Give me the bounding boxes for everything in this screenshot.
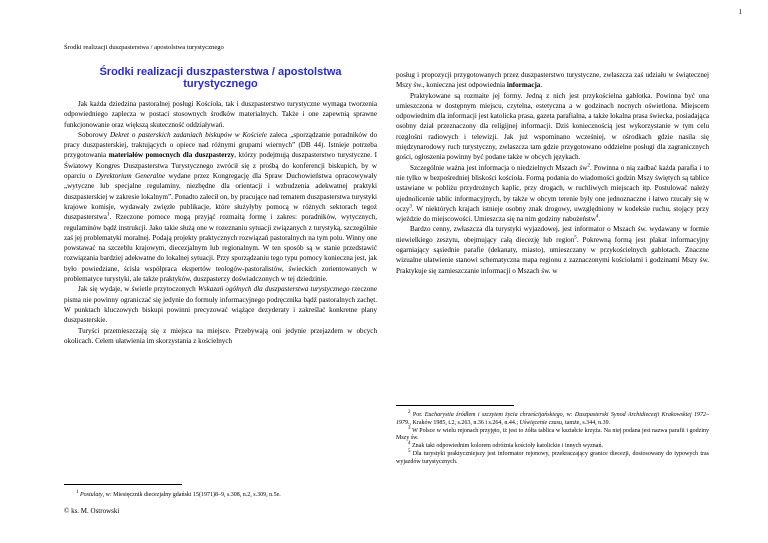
page-title: Środki realizacji duszpasterstwa / apostolstwa turystycznego — [99, 66, 342, 90]
running-header: Środki realizacji duszpasterstwa / apostolstwa turystycznego — [64, 44, 224, 51]
footnote-1: $^1$ Postulaty, w: Miesięcznik diecezjalny gdański 15(1971)8–9, s.308, n.2, s.309, n.5e. — [76, 490, 281, 498]
paragraph-8: Bardzo cenny, zwłaszcza dla turystyki wyjazdowej, jest informator o Mszach św. wydawany w formie niewielkiego zeszytu, obejmujący całą diecezję lub region$^5$. Pokrewną formą jest plakat informacyjny ogarniający sąsiednie parafie (dekanaty, miasto), umieszczany w przykościelnych gablotach. Znaczne wizualne ułatwienie stanowi schematyczna mapa regionu z zaznaczonymi kościołami i godzinami Mszy św. Praktykuje się zamieszczanie informacji o Mszach św. w — [396, 225, 709, 275]
left-column — [64, 66, 377, 346]
footnotes-right — [396, 405, 709, 467]
footnote-4: $^4$ Znak taki odpowiednim kolorem odróżnia kościoły katolickie i innych wyznań. — [408, 441, 603, 450]
footnote-3: $^3$ W Polsce w wielu rejonach przyjęto, iż jest to żółta tablica w kształcie krzyża. Na niej podana jest nazwa parafii i godziny Mszy św. — [396, 425, 709, 442]
footnote-ref-2[interactable]: 2 — [587, 163, 590, 169]
paragraph-2: Soborowy Dekret o pasterskich zadaniach biskupów w Kościele zaleca „sporządzanie poradników do pracy duszpasterskiej, traktujących o opiece nad różnymi grupami wiernych” (DB 44). Istnieje potrzeba przygotowania materiałów pomocnych dla duszpasterzy, którzy podejmują duszpasterstwo turystyczne. I Światowy Kongres Duszpasterstwa Turystycznego zwrócił się z prośbą do konferencji biskupich, by w oparciu o Dyrektorium Generalne wydane przez Kongregację dla Spraw Duchowieństwa opracowywały „wytyczne lub specjalne regulaminy, niezbędne dla orientacji i wzbudzenia adekwatnej praktyki duszpasterskiej w zakresie lokalnym”. Ponadto zalecił on, by pracujące nad tematem duszpasterstwa turystyki krajowe komisje, wydawały zwięzłe publikacje, które służyłyby pomocą w różnych sektorach tegoż duszpasterstwa$^1$. Rzeczone pomoce mogą przyjąć rozmaitą formę i zakres: poradników, wytycznych, regulaminów bądź instrukcji. Jako takie służą one w rozeznaniu sytuacji związanych z turystyką, szczególnie zaś jej problematyki moralnej. Podają projekty praktycznych rozwiązań pastoralnych na tym polu. Winny one powstawać na szczeblu krajowym, diecezjalnym lub regionalnym. W ten sposób są w stanie przedstawić rozwiązania bardziej adekwatne do lokalnej sytuacji. Przy sporządzaniu tego typu pomocy konieczna jest, jak było powiedziane, ścisła współpraca ekspertów teologów-pastoralistów, świeckich zorientowanych w problematyce turystyki, ale także praktyków, duszpasterzy doświadczonych w tej dziedzinie. — [64, 130, 377, 284]
paragraph-7: Szczególnie ważna jest informacja o niedzielnych Mszach $św^2$. Powinna o nią zadbać każda parafia i to nie tylko w bezpośredniej bliskości kościoła. Formą podania do wiadomości godzin Mszy świętych są tablice ustawiane w pobliżu przydrożnych kaplic, przy drogach, w ruchliwych miejscach itp. Postulować należy ujednolicenie tablic informacyjnych, by także w obcym terenie były one jednoznaczne i łatwo rzucały się w oczy$^3$. W niektórych krajach istnieje osobny znak drogowy, uwzględniony w kodeksie ruchu, stojący przy wjeździe do miejscowości. Umieszcza się na nim godziny nabożeństw$^4$. — [396, 163, 710, 224]
footnote-2: $^2$ Por. Eucharystia źródłem i szczytem życia chrześcijańskiego, w: Duszpasterski Synod Archidiecezji Krakowskiej 1972–1979., Kraków 1985, t.2, s.263, n.36 i s.264, n.44.; Uświęcenie czasu, tamże, s.344, n.39. — [396, 410, 710, 426]
footnote-ref-3[interactable]: 3 — [409, 204, 412, 210]
paragraph-6: Praktykowane są rozmaite jej formy. Jedną z nich jest przykościelna gablotka. Powinna być ona umieszczona w dostępnym miejscu, czytelna, estetyczna a w godzinach nocnych oświetlona. Miejscem odpowiednim dla informacji jest katolicka prasa, gazeta parafialna, a także lokalna prasa świecka, posiadająca osobny dział przeznaczony dla religijnej informacji. Dziś koniecznością jest wykorzystanie w tym celu rozgłośni radiowych i telewizji. Jak już wspominano wcześniej, w ośrodkach gdzie nasila się międzynarodowy ruch turystyczny, zwłaszcza tam gdzie przygotowano oddzielne posługi dla zagranicznych gości, ogłoszenia powinny być podane także w obcych językach. — [396, 91, 709, 162]
footnote-ref-1[interactable]: 1 — [106, 212, 110, 218]
copyright-note: © ks. M. Ostrowski — [64, 507, 120, 515]
footnote-divider — [64, 484, 182, 485]
paragraph-4: Turyści przemieszczają się z miejsca na miejsce. Przebywają oni jedynie przejazdem w obcych okolicach. Celem ułatwienia im skorzystania z kościelnych — [64, 326, 377, 345]
right-column — [396, 70, 709, 276]
footnote-ref-4[interactable]: 4 — [595, 214, 599, 220]
footnote-ref-5[interactable]: 5 — [574, 235, 577, 241]
paragraph-5: posług i propozycji przygotowanych przez duszpasterstwo turystyczne, zwłaszcza zaś udziału w świątecznej Mszy św., konieczna jest odpowiednia informacja. — [396, 71, 709, 90]
paragraph-3: Jak się wydaje, w świetle przytoczonych Wskazań ogólnych dla duszpasterstwa turystycznego rzeczone pisma nie powinny ograniczać się jedynie do formuły informacyjnego podręcznika bądź pastoralnych zachęt. W punktach kluczowych biskupi powinni precyzować wiążące dezyderaty i zakreślać konkretne plany duszpasterskie. — [64, 285, 377, 325]
footnotes-left — [64, 484, 377, 499]
footnote-divider — [396, 405, 514, 406]
footnote-5: $^5$ Dla turystyki praktyczniejszy jest informator rejonowy, przekraczający granice diecezji, dostosowany do typowych tras wyjazdów turystycznych. — [396, 448, 709, 465]
page-number: 1 — [738, 8, 742, 16]
paragraph-1: Jak każda dziedzina pastoralnej posługi Kościoła, tak i duszpasterstwo turystyczne wymaga tworzenia odpowiedniego zaplecza w postaci stosownych środków materialnych. Także i one zapewnią sprawne funkcjonowanie oraz większą skuteczność oddziaływań. — [64, 100, 377, 129]
